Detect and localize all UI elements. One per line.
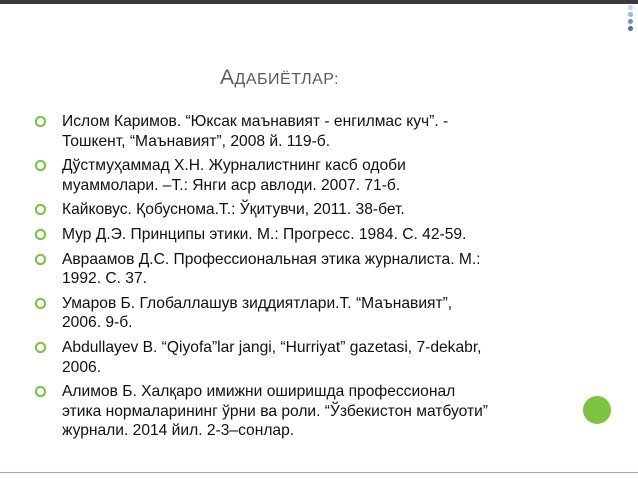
top-border-line xyxy=(0,0,638,4)
title-rest: ДАБИЁТЛАР: xyxy=(234,71,340,88)
circle-bullet-icon xyxy=(34,159,47,172)
reference-item xyxy=(34,294,574,333)
reference-line: Алимов Б. Халқаро имижни оширишда профессионал xyxy=(62,383,456,401)
green-circle-decoration xyxy=(583,396,611,424)
circle-bullet-icon xyxy=(34,115,47,128)
corner-dots-decoration xyxy=(626,4,634,33)
reference-line: журнали. 2014 йил. 2-3–сонлар. xyxy=(62,422,295,440)
reference-line: Дўстмуҳаммад Х.Н. Журналистнинг касб одоби xyxy=(62,157,406,175)
circle-bullet-icon xyxy=(34,228,47,241)
reference-item xyxy=(34,225,574,245)
circle-bullet-icon xyxy=(34,341,47,354)
reference-line: 2006. 9-б. xyxy=(62,314,133,332)
reference-line: этика нормаларининг ўрни ва роли. “Ўзбекистон матбуоти” xyxy=(62,402,488,420)
reference-line: 2006. xyxy=(62,358,102,376)
reference-line: Кайковус. Қобуснома.Т.: Ўқитувчи, 2011. 38-бет. xyxy=(62,201,405,219)
circle-bullet-icon xyxy=(34,203,47,216)
page-title xyxy=(220,66,339,90)
circle-bullet-icon xyxy=(34,297,47,310)
reference-line: Умаров Б. Глобаллашув зиддиятлари.Т. “Маънавият”, xyxy=(62,294,453,312)
circle-bullet-icon xyxy=(34,385,47,398)
reference-item xyxy=(34,112,574,151)
reference-line: Авраамов Д.С. Профессиональная этика журналиста. М.: xyxy=(62,250,481,268)
reference-line: Тошкент, “Маънавият”, 2008 й. 119-б. xyxy=(62,132,331,150)
reference-line: Ислом Каримов. “Юксак маънавият - енгилмас куч”. - xyxy=(62,113,449,130)
circle-bullet-icon xyxy=(34,253,47,266)
reference-line: муаммолари. –Т.: Янги аср авлоди. 2007. 71-б. xyxy=(62,176,401,194)
reference-line: Abdullayev B. “Qiyofa”lar jangi, “Hurriyat” gazetasi, 7-dekabr, xyxy=(62,338,482,356)
reference-item xyxy=(34,250,574,289)
reference-line: Мур Д.Э. Принципы этики. М.: Прогресс. 1984. С. 42-59. xyxy=(62,225,467,243)
reference-item xyxy=(34,200,574,220)
reference-item xyxy=(34,338,574,377)
references-list xyxy=(34,112,574,446)
reference-line: 1992. С. 37. xyxy=(62,270,147,288)
title-first-letter: А xyxy=(220,66,235,89)
bottom-border-line xyxy=(0,472,638,473)
reference-item xyxy=(34,382,574,441)
reference-item xyxy=(34,156,574,195)
